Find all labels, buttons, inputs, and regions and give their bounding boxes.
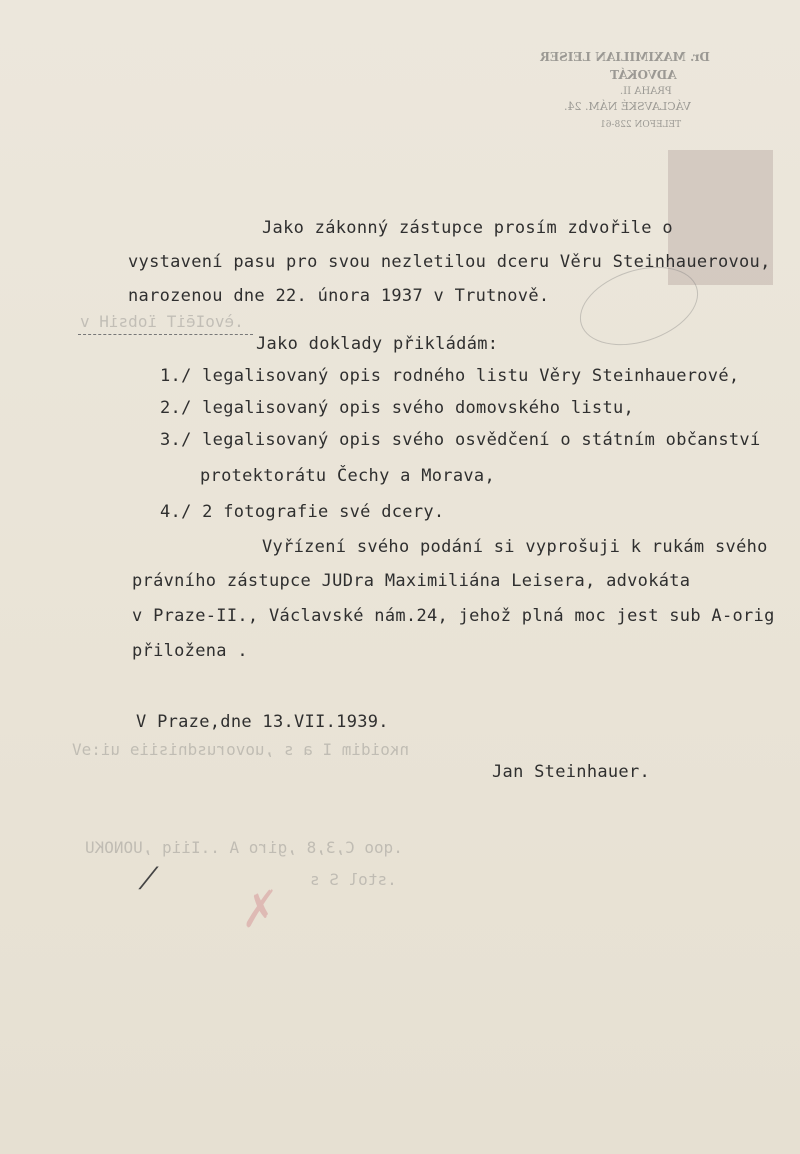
paragraph-3-line-4: přiložena .: [132, 641, 248, 661]
paragraph-3-line-1: Vyřízení svého podání si vyprošuji k rukám svého: [262, 537, 768, 557]
letterhead-line-3: PRAHA II.: [620, 86, 672, 97]
bleed-text-3: .qoo C,3,8 ,giro A ..Iiiq ,UONOKU: [85, 838, 403, 857]
attachment-item-4: 4./ 2 fotografie své dcery.: [160, 502, 445, 522]
attachment-item-1: 1./ legalisovaný opis rodného listu Věry Steinhauerové,: [160, 366, 740, 386]
letterhead-line-2: ADVOKÁT: [610, 68, 677, 82]
attachment-item-3-cont: protektorátu Čechy a Morava,: [200, 466, 495, 486]
attachment-item-2: 2./ legalisovaný opis svého domovského listu,: [160, 398, 635, 418]
paragraph-2-intro: Jako doklady přikládám:: [256, 334, 499, 354]
date-line: V Praze,dne 13.VII.1939.: [136, 712, 389, 732]
red-pencil-mark: ✗: [233, 881, 280, 940]
letterhead-line-4: VÁCLAVSKÉ NÁM. 24.: [564, 100, 691, 113]
bleed-text-1: .èvoIēiT ïobsiH v: [80, 312, 244, 331]
signature-name: Jan Steinhauer.: [492, 762, 651, 782]
paragraph-3-line-2: právního zástupce JUDra Maximiliána Leisera, advokáta: [132, 571, 691, 591]
attachment-item-3: 3./ legalisovaný opis svého osvědčení o státním občanství: [160, 430, 761, 450]
paragraph-1-line-2: vystavení pasu pro svou nezletilou dceru Věru Steinhauerovou,: [128, 252, 771, 272]
letterhead-line-5: TELEFON 228-61: [600, 120, 682, 130]
bleed-text-2: nкoidim I a s ,uovorusdnisiiɘ ui:ɘV: [72, 740, 410, 759]
bleed-text-4: .stol S s: [310, 870, 397, 889]
paragraph-1-line-3: narozenou dne 22. února 1937 v Trutnově.: [128, 286, 550, 306]
paragraph-1-line-1: Jako zákonný zástupce prosím zdvořile o: [262, 218, 673, 238]
letterhead-line-1: Dr. MAXIMILIAN LEISER: [540, 50, 710, 64]
dashed-rule: [78, 334, 253, 335]
pen-tick-mark: ⁄: [146, 862, 152, 897]
paragraph-3-line-3: v Praze-II., Václavské nám.24, jehož plná moc jest sub A-orig: [132, 606, 775, 626]
